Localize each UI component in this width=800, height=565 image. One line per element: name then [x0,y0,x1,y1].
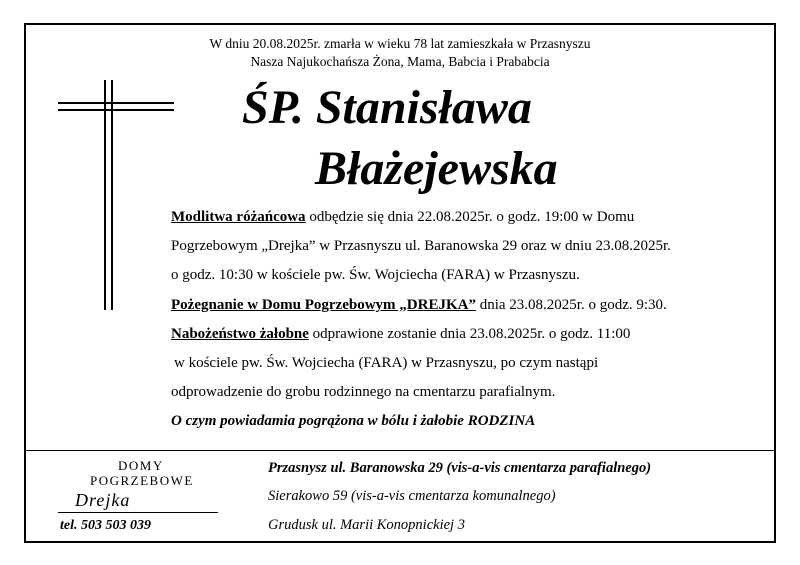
rosary-text-1: odbędzie się dnia 22.08.2025r. o godz. 19:00 w Domu [305,209,635,225]
service-line-3: odprowadzenie do grobu rodzinnego na cmentarzu parafialnym. [171,384,556,400]
address-grudusk: Grudusk ul. Marii Konopnickiej 3 [268,517,465,533]
deceased-name-first: ŚP. Stanisława [242,81,532,134]
logo-word-3: Drejka [75,490,131,510]
phone-number: tel. 503 503 039 [60,518,151,533]
service-line-2: w kościele pw. Św. Wojciecha (FARA) w Przasnyszu, po czym nastąpi [174,355,599,371]
rosary-line-1 [171,208,634,226]
address-przasnysz: Przasnysz ul. Baranowska 29 (vis-a-vis cmentarza parafialnego) [268,460,652,476]
intro-line-1: W dniu 20.08.2025r. zmarła w wieku 78 lat zamieszkała w Przasnyszu [209,36,591,51]
farewell-line [171,296,667,314]
service-label: Nabożeństwo żałobne [171,326,309,342]
funeral-home-logo [40,458,215,538]
farewell-label: Pożegnanie w Domu Pogrzebowym „DREJKA” [171,297,476,313]
service-line-1 [171,325,630,343]
logo-word-2: POGRZEBOWE [90,473,194,488]
deceased-name-last: Błażejewska [315,142,558,195]
logo-underline [58,512,218,513]
logo-word-1: DOMY [118,458,164,473]
rosary-line-2: Pogrzebowym „Drejka” w Przasnyszu ul. Baranowska 29 oraz w dniu 23.08.2025r. [171,238,671,254]
intro-line-2: Nasza Najukochańsza Żona, Mama, Babcia i Prababcia [250,54,550,69]
cross-icon [58,80,174,310]
farewell-text: dnia 23.08.2025r. o godz. 9:30. [475,297,667,313]
rosary-label: Modlitwa różańcowa [171,209,306,225]
closing-line: O czym powiadamia pogrążona w bólu i żałobie RODZINA [171,413,536,429]
address-sierakowo: Sierakowo 59 (vis-a-vis cmentarza komunalnego) [268,488,556,504]
service-text-1: odprawione zostanie dnia 23.08.2025r. o godz. 11:00 [308,326,631,342]
rosary-line-3: o godz. 10:30 w kościele pw. Św. Wojciecha (FARA) w Przasnyszu. [171,267,580,283]
footer-divider [26,450,774,451]
